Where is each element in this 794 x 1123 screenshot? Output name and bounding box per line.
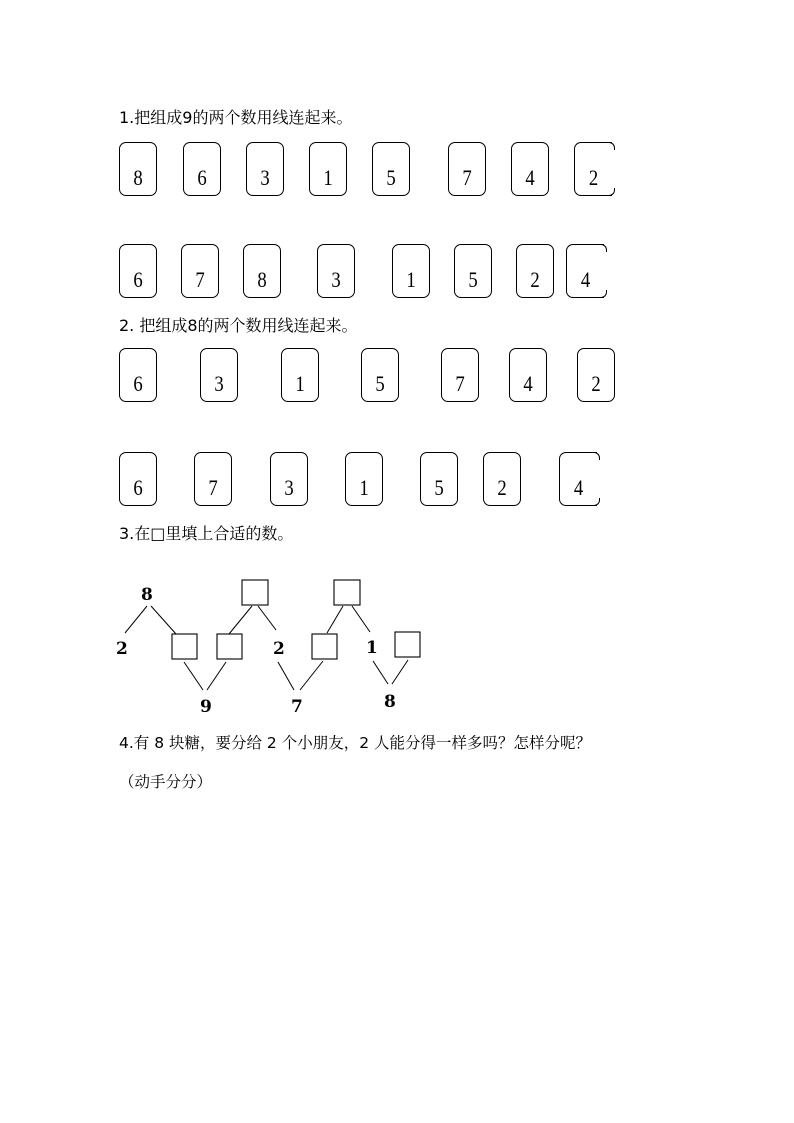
card-number: 2: [530, 267, 540, 292]
card-number: 3: [284, 475, 294, 500]
question-1-title: 1.把组成9的两个数用线连起来。: [119, 108, 353, 127]
answer-box[interactable]: [172, 634, 197, 659]
card-number: 2: [591, 371, 601, 396]
card-number: 1: [406, 267, 416, 292]
question-3-title: 3.在□里填上合适的数。: [119, 524, 294, 543]
card-number: 7: [462, 165, 472, 190]
answer-box[interactable]: [217, 634, 242, 659]
number-1-right: 1: [366, 638, 378, 658]
card-number: 5: [386, 165, 396, 190]
card-number: 3: [260, 165, 270, 190]
card-number: 5: [468, 267, 478, 292]
card-number: 4: [525, 165, 535, 190]
card-number: 1: [295, 371, 305, 396]
card-number: 8: [133, 165, 143, 190]
card-number: 6: [197, 165, 207, 190]
card-number: 8: [257, 267, 267, 292]
card-number: 5: [375, 371, 385, 396]
question-2-title: 2. 把组成8的两个数用线连起来。: [119, 316, 358, 335]
card-number: 1: [323, 165, 333, 190]
number-9-bottom: 9: [200, 697, 212, 717]
card-number: 2: [588, 165, 599, 190]
question-4-title: 4.有 8 块糖，要分给 2 个小朋友，2 人能分得一样多吗？怎样分呢？: [119, 734, 592, 752]
card-number: 2: [497, 475, 507, 500]
card-number: 7: [208, 475, 218, 500]
card-number: 6: [133, 475, 143, 500]
card-number: 3: [214, 371, 224, 396]
answer-box[interactable]: [242, 580, 268, 605]
card-number: 7: [195, 267, 205, 292]
card-number: 6: [133, 371, 143, 396]
answer-box[interactable]: [334, 580, 360, 605]
number-2-middle: 2: [273, 639, 285, 659]
answer-box[interactable]: [312, 634, 337, 659]
card-number: 7: [455, 371, 465, 396]
card-number: 1: [359, 475, 369, 500]
answer-box[interactable]: [395, 632, 420, 657]
number-7-bottom: 7: [291, 697, 303, 717]
card-number: 5: [434, 475, 444, 500]
number-2-left: 2: [116, 639, 128, 659]
card-number: 6: [133, 267, 143, 292]
card-number: 4: [580, 267, 591, 292]
card-number: 4: [573, 475, 584, 500]
card-number: 4: [523, 371, 533, 396]
question-4-note: （动手分分）: [119, 773, 213, 791]
card-number: 3: [331, 267, 341, 292]
number-8-bottom: 8: [384, 692, 396, 712]
number-8-top: 8: [141, 585, 153, 605]
